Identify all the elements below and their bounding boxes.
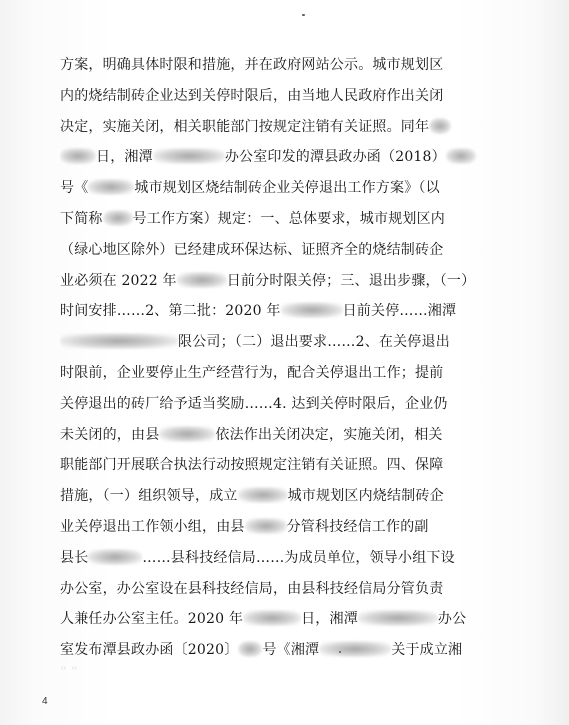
text-line [60,604,505,635]
text-segment: 县长 [60,549,89,566]
redaction-blur [238,641,262,657]
redaction-blur [60,333,178,349]
text-segment: 时限前，企业要停止生产经营行为，配合关停退出工作；提前 [60,364,444,381]
text-line [60,389,505,420]
redaction-blur [319,641,391,657]
page-number: 4 [42,696,48,707]
text-segment: 依法作出关闭决定，实施关闭，相关 [215,426,443,443]
text-segment: 室发布潭县政办函〔2020〕 [60,642,239,659]
text-segment: 时间安排……2、第二批：2020 年 [60,303,281,320]
text-line [60,266,505,297]
text-segment: 限公司；（二）退出要求……2、在关停退出 [178,334,450,351]
text-segment: （绿心地区除外）已经建成环保达标、证照齐全的烧结制砖企 [60,241,444,258]
text-segment: 号《湘潭 [262,642,320,659]
redaction-blur [238,487,288,503]
text-line [60,512,505,543]
scan-speck [339,651,341,653]
text-line [60,358,505,389]
redaction-blur [88,549,142,565]
redaction-blur [245,518,287,534]
text-segment: 日前分时限关停；三、退出步骤，（一） [226,272,476,289]
redaction-blur [281,302,343,318]
text-line [60,235,505,266]
text-segment: 城市规划区烧结制砖企业关停退出工作方案》（以 [134,180,440,197]
redaction-blur [103,210,133,226]
redaction-blur [358,610,438,626]
redaction-blur [177,272,227,288]
text-segment: 业关停退出工作领小组，由县 [60,518,245,535]
redaction-blur [60,148,96,164]
text-segment: 下简称 [60,210,103,227]
redaction-blur [88,179,134,195]
text-line [60,543,505,574]
text-line [60,142,505,173]
text-segment: 决定，实施关闭，相关职能部门按规定注销有关证照。同年 [60,118,430,135]
redaction-blur [429,118,451,134]
text-segment: 号《 [60,180,89,197]
text-line [60,50,505,81]
redaction-blur [159,426,215,442]
text-line [60,481,505,512]
text-line [60,574,505,605]
text-segment: 办公室，办公室设在县科技经信局，由县科技经信局分管负责 [60,580,444,597]
text-line [60,327,505,358]
text-segment: 城市规划区内烧结制砖企 [287,488,444,505]
text-line [60,112,505,143]
text-segment: 办公室印发的潭县政办函（2018） [224,149,446,166]
redaction-blur [446,148,476,164]
text-segment: 分管科技经信工作的副 [286,518,429,535]
text-segment: 职能部门开展联合执法行动按照规定注销有关证照。四、保障 [60,457,444,474]
text-segment: 号工作方案）规定：一、总体要求，城市规划区内 [132,210,446,227]
text-line [60,420,505,451]
text-segment: 内的烧结制砖企业达到关停时限后，由当地人民政府作出关闭 [60,87,444,104]
text-segment: 未关闭的，由县 [60,426,160,443]
text-segment: 办公 [437,611,467,628]
bleed-through-text: “ ” [60,665,78,680]
redaction-blur [153,148,225,164]
text-segment: 业必须在 2022 年 [60,272,177,289]
text-segment: 方案，明确具体时限和措施，并在政府网站公示。城市规划区 [60,57,444,73]
text-line [60,450,505,481]
scan-speck [302,14,305,16]
text-line [60,81,505,112]
text-line [60,296,505,327]
text-segment: 关于成立湘 [391,642,463,659]
text-line [60,635,505,666]
text-segment: 日前关停……湘潭 [342,303,457,320]
text-line [60,173,505,204]
text-segment: 日，湘潭 [301,611,358,628]
text-segment: 人兼任办公室主任。2020 年 [60,611,244,628]
text-segment: 措施，（一）组织领导，成立 [60,488,238,505]
text-line [60,204,505,235]
text-segment: ……县科技经信局……为成员单位，领导小组下设 [142,549,455,566]
document-body-text [60,50,505,666]
text-segment: 日，湘潭 [96,149,153,166]
text-segment: 关停退出的砖厂给予适当奖励……4. 达到关停时限后，企业仍 [60,395,448,412]
redaction-blur [243,610,301,626]
